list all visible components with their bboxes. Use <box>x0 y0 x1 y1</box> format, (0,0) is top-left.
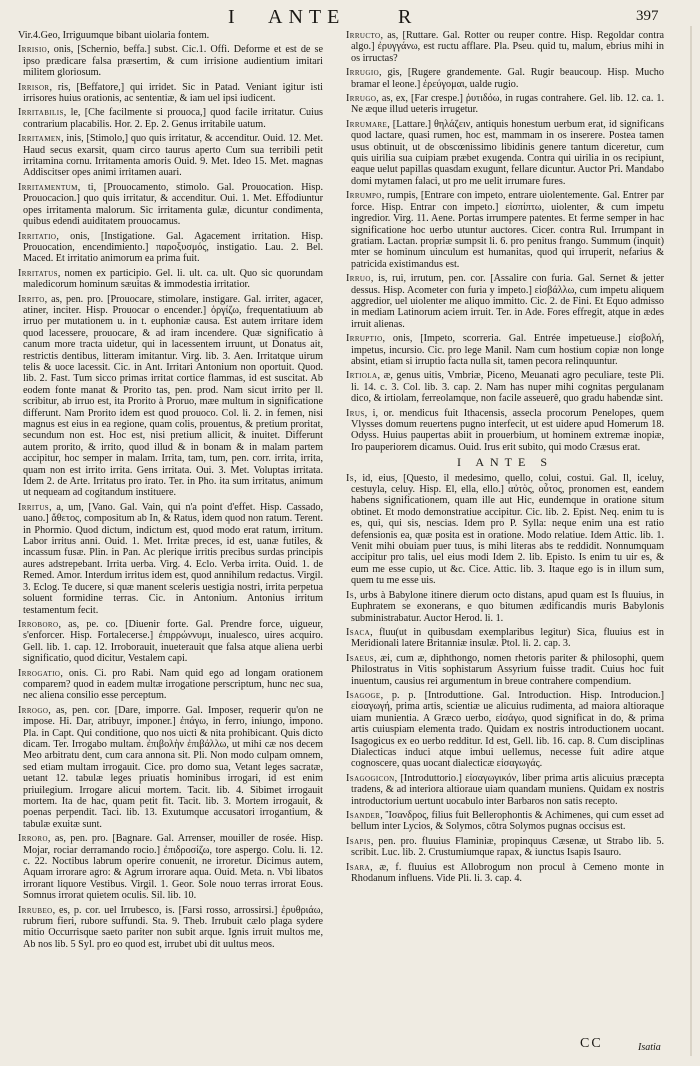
entry-headword: Irrito <box>18 293 45 305</box>
entry-headword: Irructo <box>346 30 381 41</box>
entry-text: , le, [Che facilmente si prouoca,] quod facile irritatur. Cuius contrarium placabilis. Hor. 2. Ep. 2. Genus irritabile uatum. <box>23 107 323 130</box>
dictionary-entry <box>346 30 664 64</box>
entry-headword: Isagogicon <box>346 772 395 784</box>
entry-text: , Ἴσανδρος, filius fuit Bellerophontis & Achimenes, qui cum esset ad bellum inter Lycios, & Solymos, cōtra Solymos pugnas occisus est. <box>351 810 664 833</box>
entry-text: , es, p. cor. uel Irrubesco, is. [Farsi rosso, arrossirsi.] ἐρυθριάω, rubrum fieri, rubore suffundi. Sta. 9. Theb. Irrubuit cælo plaga sydere mitio Occurrisque saeto pariter non subit arque. Ignis irruit multos me, Ab nos lib. 5 Syl. pro eo quod est, irrubet ubi dit uultus meos. <box>23 904 323 950</box>
dictionary-entry <box>346 653 664 687</box>
dictionary-entry <box>18 133 323 179</box>
entry-headword: Irritatus <box>18 267 58 279</box>
entry-text: , as, pen. cor. [Dare, imporre. Gal. Imposer, requerir qu'on ne impose. Hi. Dar, atribuyr, imponer.] ἐπάγω, in ferro, iniungo, impono. Pla. in Capt. Qui conditione, quo nos uicti & nita prohibicant. Quis dicto dicam. Ter. Irrogabo multam. ἐπιβολὴν ἐπιβάλλω, ut mihi cæ nos decem Meo arbitratu dent, cum cara annona sit. Pli. Non modo culpam omnem, sed etiam multam irrogauit. Cice. pro domo sua, Vetant leges sacratæ, uetant 12. tabulæ leges priuatis hominibus irrogari, id est enim priuilegium. Irrogare alicui mortem. Tacit. lib. 4. Sibimet irrogauit mortem. Ita de hac, quam petit fit. Tacit. lib. 3. Mortem irrogauit, & poenas perpendit. Taci. lib. 13. Exutumque accusatori irrogantium, & tabulæ exuitæ sunt. <box>23 704 323 830</box>
entry-headword: Irrumare <box>346 118 388 130</box>
dictionary-entry <box>346 627 664 650</box>
entry-headword: Irroro <box>18 833 48 845</box>
entry-headword: Is <box>346 472 355 484</box>
entry-text: , æi, cum æ, diphthongo, nomen rhetoris pariter & philosophi, quem Philostratus in Vitis sophistarum Assyrium fuisse tradit. Cuius hoc fuit inuentum, causius rei argumentum in breue contrahere compendium. <box>351 652 664 687</box>
entry-text: , onis, [Impeto, scorreria. Gal. Entrée impetueuse.] εἰσβολή, impetus, incursio. Cic. pro lege Manil. Nam cum hostium copiæ non longe absint, etiam si irruptio facta nulla sit, tamen pecora relinquuntur. <box>351 333 664 367</box>
dictionary-entry <box>18 268 323 291</box>
entry-text: , [Introduttorio.] εἰσαγωγικόν, liber prima artis alicuius præcepta tradens, & ad interiora altioraue uiam quandam muniens. Quidam ex nostris introductorium uertunt uocabulo inter Barbaros non satis recepto. <box>351 772 664 807</box>
header-center-word: ANTE <box>268 6 346 28</box>
entry-text: , as, pe. co. [Diuenir forte. Gal. Prendre force, uigueur, s'enforcer. Hisp. Fortalecerse.] ἐπιρρώννυμι, inualesco, uires acquiro. Gell. lib. 1. cap. 12. Irroborauit, inueterauit que falsa atque aliena uerbi significatio, quod dicitur, Vestalem capi. <box>23 618 323 665</box>
entry-headword: Irtiola <box>346 370 378 382</box>
header-right-letter: R <box>398 6 415 28</box>
header-left-letter: I <box>228 6 238 28</box>
entry-text: , urbs à Babylone itinere dierum octo distans, apud quam est Is fluuius, in Euphratem se exonerans, e quo bitumen ædificandis muris Babylonis subministrabatur. Auctor Herod. li. 1. <box>351 589 664 624</box>
section-heading: I ANTE S <box>457 455 553 470</box>
entry-text: , as, ex, [Far crespe.] ῥυτιδόω, in rugas contrahere. Gel. lib. 12. ca. 1. Ne æque illud ueteris irrugetur. <box>351 93 664 116</box>
entry-text: Vir.4.Geo, Irriguumque bibant uiolaria fontem. <box>18 30 210 41</box>
signature-mark: CC <box>580 1036 603 1051</box>
entry-headword: Irritabilis <box>18 107 64 119</box>
entry-text: , æ, genus uitis, Vmbriæ, Piceno, Meuanati agro peculiare, teste Pli. li. 14. c. 3. Col. lib. 3. cap. 2. Nam has nuper mihi cognitas pergulanam dico, & irtiolam, ferreolamque, non facile asseuerê, quo gradu habendæ sint. <box>351 370 664 405</box>
dictionary-entry <box>346 408 664 454</box>
entry-headword: Isaeus <box>346 652 374 664</box>
entry-headword: Irritus <box>18 501 50 513</box>
dictionary-entry <box>18 294 323 499</box>
entry-headword: Isara <box>346 861 371 873</box>
entry-text: , inis, [Stimolo,] quo quis irritatur, & accenditur. Ouid. 12. Met. Haud secus exarsit, quam circo taurus aperto Cum sua terribili petit irritamina cornu. Irritamenta amoris Ouid. 9. Met. Ideo 15. Met. magnas Addiscitser opes animi irritamen auari. <box>23 133 323 179</box>
running-header <box>0 6 700 28</box>
entry-text: , rumpis, [Entrare con impeto, entrare uiolentemente. Gal. Entrer par force. Hisp. Entrar con impeto.] εἰσπίπτω, uiolenter, & cum impetu ingredior. Virg. 11. Aene. Portas irrumpere patentes. Et ferme semper in hac significatione hoc uerbo utuntur auctores. Cicer. contra Rul. Irrumpant in gratiam. Lactan. propriæ sumpsit li. 6. pro penitus frango. Summum (inquit) mter se hominum uinculum est humanitas, quod qui irruperit, nefarius & patricida existimandus est. <box>351 190 664 270</box>
margin-rule <box>690 26 692 1056</box>
dictionary-entry <box>18 502 323 616</box>
entry-headword: Irrubeo <box>18 904 53 916</box>
entry-headword: Isander <box>346 810 381 821</box>
left-column <box>18 30 323 953</box>
entry-text: , ris, [Beffatore,] qui irridet. Sic in Patad. Veniant igitur isti irrisores huius orationis, ac sententiæ, & iam uel ipsi iudicent. <box>23 81 323 105</box>
dictionary-entry <box>346 810 664 833</box>
entry-text: , as, [Ruttare. Gal. Rotter ou reuper contre. Hisp. Regoldar contra algo.] ἐρυγγάνω, est ructu afflare. Pla. Pseu. quid tu, malum, ebrius mihi in os irructas? <box>351 30 664 64</box>
entry-text: , as, pen. pro. [Prouocare, stimolare, instigare. Gal. irriter, agacer, atiner, inciter. Hisp. Prouocar o encender.] ὀργίζω, frequentatiuum ab irruo per mutationem u. in t. euphoniæ causa. Est autem irritare idem quod lacessere, prouocare, & ad iram incendere. Quæ significatio à canum more tracta uidetur, qui in lacessentem irruunt, ut Donatus ait, restrictis dentibus, litteram imitantur. Virg. lib. 3. Aen. Irritatque uirum telis & uoce lacessit. Cic. in Ant. Irritari Antonium non oportuit. Quod. lib. 2. Fast. Tum sicco primas irritat cortice flammas, id est suscitat. Ab eodem fonte manat & Prorito tas, pen. prod. Nam sicut irrito per ll. scribitur, ab irruo est, ita Prorito à Proruo, mæe multum in significatione differunt. Nam Prorito idem est quod prouoco. Col. li. 2. in femen, nisi magnus est eius in ea regione, quam colis, prouentus, & pretium proritat, secundum non est. Hoc est, nisi pretium allicit, & inuitet. Differunt autem prorito, & irrito, quod illud & in bonam & in malam partem accipitur, hoc semper in malam. Irrita, tam, tum, pen. corr. irrita, irrita, quam non est irrito irrita. Gens irritata. Oui. 3. Met. Voluptas irritata. Idem 2. de Arte. Irritatus pro irato. Ter. in Pho. ita sum irritatus, animum ut nequeam ad cogitandum instituere. <box>23 293 323 499</box>
dictionary-entry <box>18 182 323 228</box>
dictionary-entry <box>346 190 664 270</box>
entry-text: , i, or. mendicus fuit Ithacensis, assecla procorum Penelopes, quem Vlysses domum reuertens pugno interfecit, ut est uidere apud Homerum 18. Odyss. Huius paupertas abiit in prouerbium, ut hominem extremæ inopiæ, Iro pauperiorem dicamus. Ouid. Irus erit subito, qui modo Cræsus erat. <box>351 407 664 453</box>
entry-headword: Isaca <box>346 626 371 638</box>
entry-headword: Isagoge <box>346 689 381 701</box>
entry-headword: Irus <box>346 407 365 419</box>
entry-text: , gis, [Rugere grandemente. Gal. Rugir beaucoup. Hisp. Mucho bramar el leone.] ἐρεύγομαι, ualde rugio. <box>351 67 664 90</box>
dictionary-entry <box>18 905 323 951</box>
entry-text: , p. p. [Introduttione. Gal. Introduction. Hisp. Introducion.] εἰσαγωγή, prima artis, scientiæ ue alicuius rudimenta, ad maiora altioraque uiam munientia. A Græco uerbo, εἰσάγω, quod significat in do, & prima artis cuiuspiam elementa trado. Quidam ex nostris introductionem uocant. Isagogicus ex eo uerbo redditur. Id est, Gell. lib. 16. cap. 8. Cum disciplinas Dialecticas induci atque imbui uellemus, necesse fuit adire atque cognoscere, quas uocant dialecticæ εἰσαγωγάς. <box>351 689 664 770</box>
dictionary-entry <box>18 231 323 265</box>
entry-headword: Irrisor <box>18 81 50 93</box>
catchword: Isatia <box>638 1042 661 1053</box>
entry-headword: Irrogo <box>18 704 49 716</box>
dictionary-entry <box>18 619 323 665</box>
entry-text: , fluu(ut in quibusdam exemplaribus legitur) Sica, fluuius est in Meridionali latere Britanniæ insulæ. Ptol. li. 2. cap. 3. <box>351 626 664 650</box>
dictionary-entry <box>346 690 664 770</box>
dictionary-entry <box>346 370 664 404</box>
dictionary-entry <box>346 93 664 116</box>
entry-headword: Irrugo <box>346 93 377 105</box>
dictionary-entry <box>18 107 323 130</box>
dictionary-entry <box>18 833 323 901</box>
dictionary-entry <box>346 773 664 807</box>
dictionary-entry <box>18 30 323 41</box>
dictionary-entry <box>346 590 664 624</box>
entry-headword: Irrogatio <box>18 667 61 679</box>
entry-headword: Isapis <box>346 835 371 847</box>
entry-headword: Irruptio <box>346 333 383 345</box>
entry-headword: Irrumpo <box>346 190 382 202</box>
dictionary-entry <box>18 668 323 702</box>
entry-text: , [Lattare.] θηλάζειν, antiquis honestum uerbum erat, id significans quod lactare, quasi rumen, hoc est, mammam in os inserere. Postea tamen usus obtinuit, ut de obscœnissimo libidinis genere tantum diceretur, cum quis uirilia sua cuipiam præbet exugenda. Contra qui uirilia in os recipiunt, eaque uelut papillas quasdam exugunt, fellare dicuntur. Auctor Pri. Mandabo domi mytamen falaci, ut pro me uelit irrumare fures. <box>351 118 664 187</box>
entry-text: , æ, f. fluuius est Allobrogum non procul à Cemeno monte in Rhodanum influens. Vide Pli. li. 3. cap. 4. <box>351 861 664 885</box>
entry-text: , onis. Ci. pro Rabi. Nam quid ego ad longam orationem comparem? quod in eadem multæ irrogatione perscriptum, hunc nec sua, nec aliena consilio esse perceptum. <box>23 667 323 702</box>
dictionary-entry <box>346 67 664 90</box>
entry-text: , onis, [Schernio, beffa.] subst. Cic.1. Offi. Deforme et est de se ipso prædicare falsa præsertim, & cum irrisione audientium imitari militem gloriosum. <box>23 44 323 79</box>
entry-text: , is, rui, irrutum, pen. cor. [Assalire con furia. Gal. Sernet & jetter dessus. Hisp. Acometer con furia y impeto.] εἰσβάλλω, cum impetu aliquem aggredior, uel uiolenter me aliquo immitto. Cic. 2. de Fini. Et Equo admisso in mediam Latinorum aciem irruit. Ter. in Ade. Fores effregit, atque in ædes irruit alienas. <box>351 273 664 330</box>
entry-headword: Irrisio <box>18 44 48 56</box>
entry-text: , pen. pro. fluuius Flaminiæ, propinquus Cæsenæ, ut Strabo lib. 5. scribit. Luc. lib. 2. Crustumiumque rapax, & iunctus Isapis Isauro. <box>351 835 664 859</box>
dictionary-entry <box>346 273 664 330</box>
entry-headword: Irritatio <box>18 230 57 242</box>
dictionary-entry <box>346 473 664 587</box>
entry-headword: Irrugio <box>346 67 380 79</box>
entry-headword: Is <box>346 589 355 601</box>
dictionary-entry <box>18 705 323 830</box>
dictionary-entry <box>18 82 323 105</box>
entry-text: , a, um, [Vano. Gal. Vain, qui n'a point d'effet. Hisp. Cassado, uano.] ἄθετος, compositum ab In, & Ratus, idem quod non ratum. Terent. in Phormio. Quod dictum, indictum est, quod modo erat ratum, irritum. Labor irritus anni. Ouid. 1. Met. Irritæ preces, id est, uanæ futiles, & incassum fusæ. Plin. in Pan. Ac plerique irritis precibus surdas principis aures adstrepebant. Irrita uerba. Virg. 4. Eclo. Verba irrita. Ouid. 1. de Remed. Amor. Interdum irritus idem est, quod annihilum redactus. Virgil. 3. Eclog. Te ducere, si quæ manent sceleris uestigia nostri, irrita perpetua soluent formidine terras. Cic. in Antonium. Antonius irritum testamentum fecit. <box>23 501 323 616</box>
entry-headword: Irroboro <box>18 618 59 630</box>
right-column <box>346 30 664 887</box>
dictionary-entry <box>346 836 664 859</box>
page-number: 397 <box>636 8 659 24</box>
entry-headword: Irritamentum <box>18 181 78 193</box>
entry-headword: Irritamen <box>18 133 61 145</box>
entry-text: , id, eius, [Questo, il medesimo, quello, colui, costui. Gal. Il, iceluy, cestuyla, celuy. Hisp. El, ella, ello.] αὐτὸς, οὗτος, pronomen est, eandem habens significationem, quam ille aut Hic, eundemque in oratione situm obtinet. Et modo demonstratiue accipitur. Cic. lib. 2. Epist. Neq. enim tu is es, qui, qui sis, nescias. Idem pro P. Sylla: neque enim una est ratio defensionis ea, quæ posita est in oratione. Modo relatiue. Idem Attic. lib. 1. Venit mihi obuiam puer tuus, is mihi literas abs te reddidit. Nonnumquam accipitur pro talis, uel eius modi Idem 2. lib. Episto. Is enim tu uir es, & eum me esse cupio, ut &c. Cice. Attic. lib. 3. Itaque ego is in illum sum, quem tu me esse uis. <box>351 472 664 587</box>
dictionary-entry <box>346 333 664 367</box>
entry-headword: Irruo <box>346 273 371 285</box>
entry-text: , nomen ex participio. Gel. li. ult. ca. ult. Quo sic quorundam maledicorum hominum sæuitas & immodestia irritatior. <box>23 267 323 291</box>
dictionary-entry <box>346 862 664 885</box>
entry-text: , ti, [Prouocamento, stimolo. Gal. Prouocation. Hisp. Prouocacion.] quo quis irritatur, & accenditur. Oui. 1. Met. Effodiuntur opes irritamenta malorum. Sic irritamenta gulæ, dicuntur condimenta, quibus edendi auiditatem prouocamus. <box>23 181 323 228</box>
dictionary-entry <box>18 44 323 78</box>
dictionary-entry <box>346 119 664 187</box>
entry-text: , onis, [Instigatione. Gal. Agacement irritation. Hisp. Prouocation, encendimiento.] παροξυσμός, instigatio. Lau. 2. Bel. Maced. Et irritatio animorum ea prima fuit. <box>23 230 323 265</box>
entry-text: , as, pen. pro. [Bagnare. Gal. Arrenser, mouiller de rosée. Hisp. Mojar, rociar derramando rocio.] ἐπιδροσίζω, tore aspergo. Colu. li. 12. c. 22. Noctibus labrum operire conuenit, ne irroretur. Dicimus autem, Aquam irrorare agro: & Agrum irrorare aqua. Ouid. Meta. n. Vbi libatos irrorant liquore Vestibus. Virgil. 1. Geor. Sole nouo terras irrorat Eous. Somnus irrorat quietem oculis. Sil. lib. 10. <box>23 833 323 902</box>
